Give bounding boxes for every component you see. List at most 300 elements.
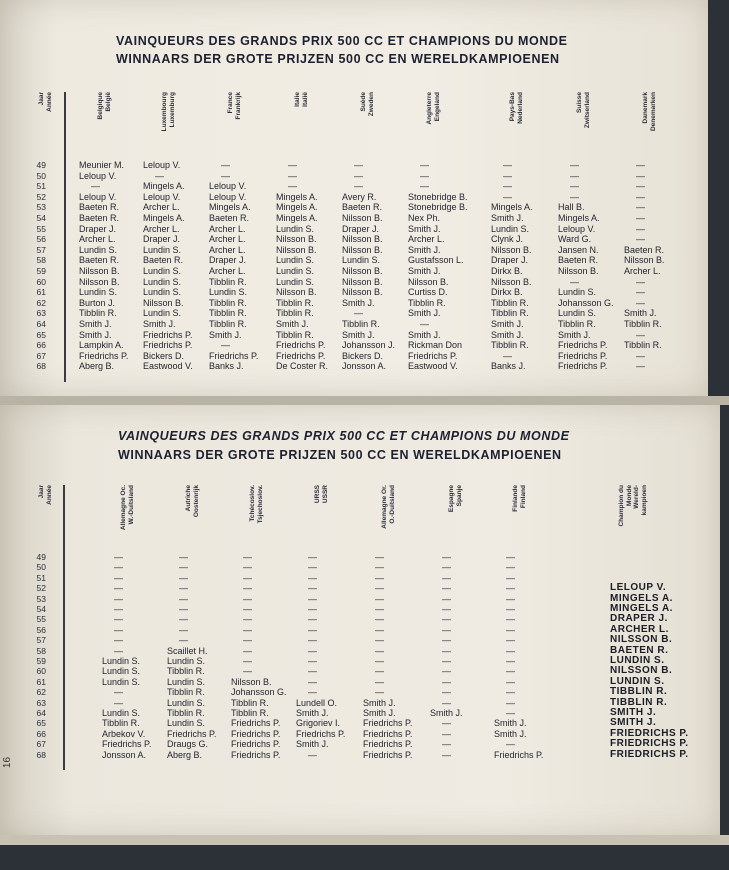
winner-cell: Smith J. bbox=[79, 319, 112, 329]
winner-cell: Eastwood V. bbox=[408, 361, 458, 372]
empty-dash-cell: — bbox=[308, 656, 317, 666]
year-label: 64 bbox=[36, 708, 46, 718]
year-label: 54 bbox=[36, 604, 46, 614]
winner-cell: Smith J. bbox=[408, 329, 441, 340]
year-label: 56 bbox=[36, 624, 46, 635]
empty-dash-cell: — bbox=[179, 624, 188, 635]
year-label: 55 bbox=[36, 614, 46, 625]
winner-cell: Tibblin R. bbox=[167, 666, 205, 677]
empty-dash-cell: — bbox=[114, 583, 123, 594]
year-label: 51 bbox=[36, 572, 46, 583]
page-edge bbox=[0, 835, 729, 845]
winner-cell: Smith J. bbox=[363, 697, 396, 708]
winner-cell: Eastwood V. bbox=[143, 361, 193, 372]
winner-cell: Johansson J. bbox=[342, 340, 396, 351]
column-header: Belgique België bbox=[97, 92, 112, 120]
winner-cell: Lundin S. bbox=[143, 308, 182, 319]
empty-dash-cell: — bbox=[243, 583, 252, 594]
empty-dash-cell: — bbox=[506, 635, 515, 646]
winner-cell: Lampkin A. bbox=[79, 340, 124, 351]
world-champion-cell: DRAPER J. bbox=[610, 613, 668, 625]
empty-dash-cell: — bbox=[636, 329, 645, 340]
winner-cell: Tibblin R. bbox=[209, 297, 247, 308]
winner-cell: Nilsson B. bbox=[342, 266, 383, 276]
year-label: 65 bbox=[36, 718, 46, 729]
bottom-title-dutch: WINNAARS DER GROTE PRIJZEN 500 CC EN WERELDKAMPIOENEN bbox=[118, 448, 562, 462]
bottom-divider-line bbox=[63, 485, 65, 770]
world-champion-cell: TIBBLIN R. bbox=[610, 696, 668, 708]
winner-cell: Baeten R. bbox=[624, 244, 665, 255]
winner-cell: Nilsson B. bbox=[79, 266, 120, 276]
empty-dash-cell: — bbox=[114, 687, 123, 698]
winner-cell: Nilsson B. bbox=[558, 266, 599, 276]
winner-cell: Smith J. bbox=[408, 244, 441, 255]
year-label: 60 bbox=[36, 276, 46, 287]
empty-dash-cell: — bbox=[221, 160, 230, 170]
empty-dash-cell: — bbox=[442, 697, 451, 708]
empty-dash-cell: — bbox=[354, 308, 363, 319]
column-header: Suisse Zwitserland bbox=[576, 92, 591, 129]
winner-cell: Bickers D. bbox=[342, 350, 384, 361]
winner-cell: Lundin S. bbox=[276, 223, 315, 234]
winner-cell: Baeten R. bbox=[143, 255, 184, 266]
column-header: France Frankrijk bbox=[227, 92, 242, 120]
empty-dash-cell: — bbox=[570, 160, 579, 170]
empty-dash-cell: — bbox=[442, 552, 451, 562]
winner-cell: Mingels A. bbox=[209, 202, 251, 213]
world-champion-cell: MINGELS A. bbox=[610, 603, 673, 614]
empty-dash-cell: — bbox=[375, 552, 384, 562]
winner-cell: Lundin S. bbox=[102, 708, 141, 718]
winner-cell: Nilsson B. bbox=[491, 244, 532, 255]
winner-cell: Johansson G. bbox=[231, 687, 287, 698]
world-champion-cell: TIBBLIN R. bbox=[610, 686, 668, 698]
winner-cell: Tibblin R. bbox=[491, 308, 529, 319]
empty-dash-cell: — bbox=[179, 552, 188, 562]
winner-cell: Clynk J. bbox=[491, 234, 524, 245]
winner-cell: Lundin S. bbox=[167, 697, 206, 708]
empty-dash-cell: — bbox=[442, 604, 451, 614]
winner-cell: Hall B. bbox=[558, 202, 585, 213]
winner-cell: Friedrichs P. bbox=[143, 340, 193, 351]
empty-dash-cell: — bbox=[308, 676, 317, 687]
winner-cell: Lundell O. bbox=[296, 697, 338, 708]
winner-cell: Lundin S. bbox=[143, 244, 182, 255]
empty-dash-cell: — bbox=[506, 656, 515, 666]
empty-dash-cell: — bbox=[243, 572, 252, 583]
winner-cell: Friedrichs P. bbox=[143, 329, 193, 340]
empty-dash-cell: — bbox=[636, 160, 645, 170]
empty-dash-cell: — bbox=[243, 614, 252, 625]
empty-dash-cell: — bbox=[375, 676, 384, 687]
empty-dash-cell: — bbox=[636, 191, 645, 202]
empty-dash-cell: — bbox=[506, 666, 515, 677]
winner-cell: Mingels A. bbox=[558, 213, 600, 223]
winner-cell: Friedrichs P. bbox=[231, 739, 281, 750]
year-label: 58 bbox=[36, 255, 46, 266]
empty-dash-cell: — bbox=[179, 572, 188, 583]
winner-cell: Archer L. bbox=[143, 202, 180, 213]
winner-cell: Archer L. bbox=[209, 244, 246, 255]
empty-dash-cell: — bbox=[442, 749, 451, 760]
winner-cell: Tibblin R. bbox=[209, 319, 247, 329]
empty-dash-cell: — bbox=[308, 562, 317, 573]
year-label: 62 bbox=[36, 297, 46, 308]
column-header: Champion du Monde Wereld- kampioen bbox=[618, 485, 648, 527]
empty-dash-cell: — bbox=[570, 191, 579, 202]
empty-dash-cell: — bbox=[288, 160, 297, 170]
empty-dash-cell: — bbox=[442, 676, 451, 687]
winner-cell: Smith J. bbox=[209, 329, 242, 340]
empty-dash-cell: — bbox=[375, 624, 384, 635]
world-champion-cell: ARCHER L. bbox=[610, 623, 669, 635]
world-champion-cell: NILSSON B. bbox=[610, 665, 673, 677]
year-label: 52 bbox=[36, 583, 46, 594]
winner-cell: Curtiss D. bbox=[408, 287, 448, 298]
empty-dash-cell: — bbox=[506, 645, 515, 656]
empty-dash-cell: — bbox=[636, 361, 645, 372]
year-label: 61 bbox=[36, 676, 46, 687]
winner-cell: Nilsson B. bbox=[342, 244, 383, 255]
winner-cell: Smith J. bbox=[276, 319, 309, 329]
bottom-title-french: VAINQUEURS DES GRANDS PRIX 500 CC ET CHAMPIONS DU MONDE bbox=[118, 429, 570, 443]
world-champion-cell: BAETEN R. bbox=[610, 644, 669, 656]
empty-dash-cell: — bbox=[308, 687, 317, 698]
winner-cell: Friedrichs P. bbox=[231, 749, 281, 760]
top-title-dutch: WINNAARS DER GROTE PRIJZEN 500 CC EN WERELDKAMPIOENEN bbox=[116, 52, 560, 66]
empty-dash-cell: — bbox=[636, 170, 645, 181]
empty-dash-cell: — bbox=[375, 604, 384, 614]
year-label: 57 bbox=[36, 635, 46, 646]
winner-cell: Smith J. bbox=[491, 213, 524, 223]
winner-cell: Johansson G. bbox=[558, 297, 614, 308]
winner-cell: Mingels A. bbox=[143, 181, 185, 192]
winner-cell: Baeten R. bbox=[79, 255, 120, 266]
winner-cell: Smith J. bbox=[494, 728, 527, 739]
year-label: 54 bbox=[36, 213, 46, 223]
winner-cell: Stonebridge B. bbox=[408, 191, 468, 202]
empty-dash-cell: — bbox=[442, 593, 451, 604]
year-label: 51 bbox=[36, 181, 46, 192]
winner-cell: Baeten R. bbox=[79, 213, 120, 223]
year-label: 59 bbox=[36, 266, 46, 276]
winner-cell: Lundin S. bbox=[209, 287, 248, 298]
empty-dash-cell: — bbox=[503, 181, 512, 192]
winner-cell: Smith J. bbox=[624, 308, 657, 319]
empty-dash-cell: — bbox=[375, 583, 384, 594]
winner-cell: Smith J. bbox=[296, 739, 329, 750]
winner-cell: Scaillet H. bbox=[167, 645, 208, 656]
winner-cell: Friedrichs P. bbox=[363, 739, 413, 750]
winner-cell: Lundin S. bbox=[167, 676, 206, 687]
winner-cell: Nilsson B. bbox=[79, 276, 120, 287]
world-champion-cell: LELOUP V. bbox=[610, 582, 667, 594]
winner-cell: Smith J. bbox=[408, 223, 441, 234]
empty-dash-cell: — bbox=[442, 739, 451, 750]
empty-dash-cell: — bbox=[221, 170, 230, 181]
winner-cell: Nilsson B. bbox=[342, 276, 383, 287]
winner-cell: Nilsson B. bbox=[231, 676, 272, 687]
bottom-page bbox=[0, 405, 720, 835]
empty-dash-cell: — bbox=[442, 583, 451, 594]
empty-dash-cell: — bbox=[442, 614, 451, 625]
winner-cell: Lundin S. bbox=[102, 666, 141, 677]
empty-dash-cell: — bbox=[179, 593, 188, 604]
winner-cell: Smith J. bbox=[491, 329, 524, 340]
winner-cell: Bickers D. bbox=[143, 350, 185, 361]
winner-cell: Friedrichs P. bbox=[558, 350, 608, 361]
empty-dash-cell: — bbox=[506, 676, 515, 687]
world-champion-cell: NILSSON B. bbox=[610, 634, 673, 646]
winner-cell: Lundin S. bbox=[102, 676, 141, 687]
year-label: 66 bbox=[36, 728, 46, 739]
empty-dash-cell: — bbox=[503, 160, 512, 170]
empty-dash-cell: — bbox=[506, 593, 515, 604]
column-header: Autriche Oostenrijk bbox=[185, 485, 200, 518]
winner-cell: Tibblin R. bbox=[276, 329, 314, 340]
winner-cell: Lundin S. bbox=[79, 244, 118, 255]
empty-dash-cell: — bbox=[308, 552, 317, 562]
empty-dash-cell: — bbox=[114, 697, 123, 708]
winner-cell: Grigoriev I. bbox=[296, 718, 341, 729]
winner-cell: Draper J. bbox=[491, 255, 529, 266]
winner-cell: Baeten R. bbox=[558, 255, 599, 266]
year-label: 49 bbox=[36, 160, 46, 170]
empty-dash-cell: — bbox=[570, 170, 579, 181]
year-label: 66 bbox=[36, 340, 46, 351]
empty-dash-cell: — bbox=[636, 223, 645, 234]
winner-cell: Smith J. bbox=[79, 329, 112, 340]
year-column-header: Jaar Année bbox=[38, 485, 53, 505]
winner-cell: Leloup V. bbox=[209, 191, 247, 202]
empty-dash-cell: — bbox=[179, 583, 188, 594]
winner-cell: Friedrichs P. bbox=[231, 718, 281, 729]
empty-dash-cell: — bbox=[570, 276, 579, 287]
winner-cell: Lundin S. bbox=[143, 266, 182, 276]
year-label: 67 bbox=[36, 739, 46, 750]
winner-cell: Banks J. bbox=[491, 361, 526, 372]
winner-cell: Avery R. bbox=[342, 191, 377, 202]
empty-dash-cell: — bbox=[506, 687, 515, 698]
winner-cell: Smith J. bbox=[143, 319, 176, 329]
empty-dash-cell: — bbox=[636, 276, 645, 287]
winner-cell: Stonebridge B. bbox=[408, 202, 468, 213]
column-header: Luxembourg Luxemburg bbox=[161, 92, 176, 132]
empty-dash-cell: — bbox=[506, 572, 515, 583]
year-label: 58 bbox=[36, 645, 46, 656]
winner-cell: Mingels A. bbox=[276, 213, 318, 223]
winner-cell: Tibblin R. bbox=[102, 718, 140, 729]
winner-cell: Friedrichs P. bbox=[167, 728, 217, 739]
year-label: 64 bbox=[36, 319, 46, 329]
winner-cell: Friedrichs P. bbox=[363, 728, 413, 739]
winner-cell: Archer L. bbox=[143, 223, 180, 234]
winner-cell: Friedrichs P. bbox=[296, 728, 346, 739]
empty-dash-cell: — bbox=[506, 624, 515, 635]
year-label: 57 bbox=[36, 244, 46, 255]
empty-dash-cell: — bbox=[243, 624, 252, 635]
empty-dash-cell: — bbox=[442, 718, 451, 729]
winner-cell: Lundin S. bbox=[558, 287, 597, 298]
winner-cell: Tibblin R. bbox=[558, 319, 596, 329]
winner-cell: Tibblin R. bbox=[408, 297, 446, 308]
winner-cell: Lundin S. bbox=[79, 287, 118, 298]
empty-dash-cell: — bbox=[636, 287, 645, 298]
empty-dash-cell: — bbox=[243, 593, 252, 604]
empty-dash-cell: — bbox=[91, 181, 100, 192]
empty-dash-cell: — bbox=[506, 604, 515, 614]
winner-cell: Lundin S. bbox=[167, 656, 206, 666]
winner-cell: Smith J. bbox=[408, 308, 441, 319]
empty-dash-cell: — bbox=[114, 552, 123, 562]
empty-dash-cell: — bbox=[114, 572, 123, 583]
empty-dash-cell: — bbox=[243, 635, 252, 646]
column-header: URSS USSR bbox=[314, 485, 329, 504]
winner-cell: Smith J. bbox=[430, 708, 463, 718]
winner-cell: Leloup V. bbox=[209, 181, 247, 192]
winner-cell: Leloup V. bbox=[79, 191, 117, 202]
winner-cell: Meunier M. bbox=[79, 160, 125, 170]
winner-cell: Nex Ph. bbox=[408, 213, 441, 223]
empty-dash-cell: — bbox=[288, 181, 297, 192]
winner-cell: Burton J. bbox=[79, 297, 116, 308]
empty-dash-cell: — bbox=[442, 728, 451, 739]
book-spine-gap bbox=[0, 396, 729, 405]
empty-dash-cell: — bbox=[243, 666, 252, 677]
empty-dash-cell: — bbox=[636, 350, 645, 361]
winner-cell: Tibblin R. bbox=[276, 308, 314, 319]
empty-dash-cell: — bbox=[442, 635, 451, 646]
year-label: 65 bbox=[36, 329, 46, 340]
column-header: Allemagne Oc. W.-Duitsland bbox=[120, 485, 135, 531]
winner-cell: Friedrichs P. bbox=[79, 350, 129, 361]
winner-cell: Nilsson B. bbox=[276, 287, 317, 298]
year-label: 53 bbox=[36, 202, 46, 213]
winner-cell: Smith J. bbox=[491, 319, 524, 329]
empty-dash-cell: — bbox=[442, 562, 451, 573]
empty-dash-cell: — bbox=[354, 170, 363, 181]
empty-dash-cell: — bbox=[288, 170, 297, 181]
column-header: Tchécoslov. Tsjechoslov. bbox=[249, 485, 264, 524]
empty-dash-cell: — bbox=[179, 614, 188, 625]
column-header: Angleterre Engeland bbox=[426, 92, 441, 125]
empty-dash-cell: — bbox=[375, 593, 384, 604]
winner-cell: Nilsson B. bbox=[408, 276, 449, 287]
winner-cell: Nilsson B. bbox=[342, 234, 383, 245]
year-label: 68 bbox=[36, 749, 46, 760]
top-page bbox=[0, 0, 708, 396]
world-champion-cell: MINGELS A. bbox=[610, 592, 673, 604]
winner-cell: Archer L. bbox=[408, 234, 445, 245]
winner-cell: Rickman Don bbox=[408, 340, 463, 351]
winner-cell: Tibblin R. bbox=[624, 340, 662, 351]
winner-cell: Draugs G. bbox=[167, 739, 209, 750]
winner-cell: Archer L. bbox=[209, 234, 246, 245]
winner-cell: Nilsson B. bbox=[624, 255, 665, 266]
winner-cell: Friedrichs P. bbox=[231, 728, 281, 739]
empty-dash-cell: — bbox=[420, 170, 429, 181]
empty-dash-cell: — bbox=[375, 645, 384, 656]
column-header: Italie Italië bbox=[294, 92, 309, 107]
winner-cell: Lundin S. bbox=[276, 255, 315, 266]
winner-cell: Tibblin R. bbox=[231, 697, 269, 708]
top-title-french: VAINQUEURS DES GRANDS PRIX 500 CC ET CHAMPIONS DU MONDE bbox=[116, 34, 568, 48]
empty-dash-cell: — bbox=[308, 583, 317, 594]
empty-dash-cell: — bbox=[179, 562, 188, 573]
empty-dash-cell: — bbox=[506, 708, 515, 718]
empty-dash-cell: — bbox=[375, 614, 384, 625]
empty-dash-cell: — bbox=[506, 552, 515, 562]
empty-dash-cell: — bbox=[442, 656, 451, 666]
winner-cell: Jonsson A. bbox=[102, 749, 147, 760]
world-champion-cell: SMITH J. bbox=[610, 717, 657, 729]
winner-cell: Aberg B. bbox=[79, 361, 115, 372]
winner-cell: Tibblin R. bbox=[79, 308, 117, 319]
winner-cell: Dirkx B. bbox=[491, 266, 523, 276]
empty-dash-cell: — bbox=[506, 739, 515, 750]
winner-cell: Smith J. bbox=[408, 266, 441, 276]
world-champion-cell: SMITH J. bbox=[610, 707, 657, 718]
winner-cell: Friedrichs P. bbox=[494, 749, 544, 760]
winner-cell: Smith J. bbox=[296, 708, 329, 718]
winner-cell: Leloup V. bbox=[143, 160, 181, 170]
empty-dash-cell: — bbox=[375, 635, 384, 646]
year-label: 60 bbox=[36, 666, 46, 677]
empty-dash-cell: — bbox=[179, 635, 188, 646]
winner-cell: Dirkx B. bbox=[491, 287, 523, 298]
empty-dash-cell: — bbox=[308, 645, 317, 656]
empty-dash-cell: — bbox=[570, 181, 579, 192]
winner-cell: Tibblin R. bbox=[231, 708, 269, 718]
winner-cell: Tibblin R. bbox=[624, 319, 662, 329]
year-label: 50 bbox=[36, 170, 46, 181]
empty-dash-cell: — bbox=[375, 656, 384, 666]
winner-cell: Friedrichs P. bbox=[558, 361, 608, 372]
empty-dash-cell: — bbox=[420, 319, 429, 329]
world-champion-cell: FRIEDRICHS P. bbox=[610, 738, 689, 750]
empty-dash-cell: — bbox=[155, 170, 164, 181]
winner-cell: Smith J. bbox=[342, 297, 375, 308]
empty-dash-cell: — bbox=[308, 666, 317, 677]
year-label: 59 bbox=[36, 656, 46, 666]
winner-cell: Ward G. bbox=[558, 234, 592, 245]
winner-cell: Smith J. bbox=[363, 708, 396, 718]
winner-cell: Nilsson B. bbox=[143, 297, 184, 308]
empty-dash-cell: — bbox=[243, 645, 252, 656]
column-header: Espagne Spanje bbox=[448, 485, 463, 513]
empty-dash-cell: — bbox=[506, 562, 515, 573]
empty-dash-cell: — bbox=[506, 697, 515, 708]
winner-cell: Leloup V. bbox=[558, 223, 596, 234]
winner-cell: Archer L. bbox=[79, 234, 116, 245]
column-header: Allemagne Or. O.-Duitsland bbox=[381, 485, 396, 529]
empty-dash-cell: — bbox=[442, 645, 451, 656]
winner-cell: Aberg B. bbox=[167, 749, 203, 760]
winner-cell: Nilsson B. bbox=[276, 244, 317, 255]
empty-dash-cell: — bbox=[114, 604, 123, 614]
winner-cell: Draper J. bbox=[143, 234, 181, 245]
winner-cell: Friedrichs P. bbox=[363, 718, 413, 729]
empty-dash-cell: — bbox=[308, 604, 317, 614]
year-label: 67 bbox=[36, 350, 46, 361]
empty-dash-cell: — bbox=[243, 552, 252, 562]
empty-dash-cell: — bbox=[114, 562, 123, 573]
winner-cell: Archer L. bbox=[624, 266, 661, 276]
winner-cell: Mingels A. bbox=[143, 213, 185, 223]
empty-dash-cell: — bbox=[308, 572, 317, 583]
winner-cell: Lundin S. bbox=[276, 266, 315, 276]
empty-dash-cell: — bbox=[354, 160, 363, 170]
